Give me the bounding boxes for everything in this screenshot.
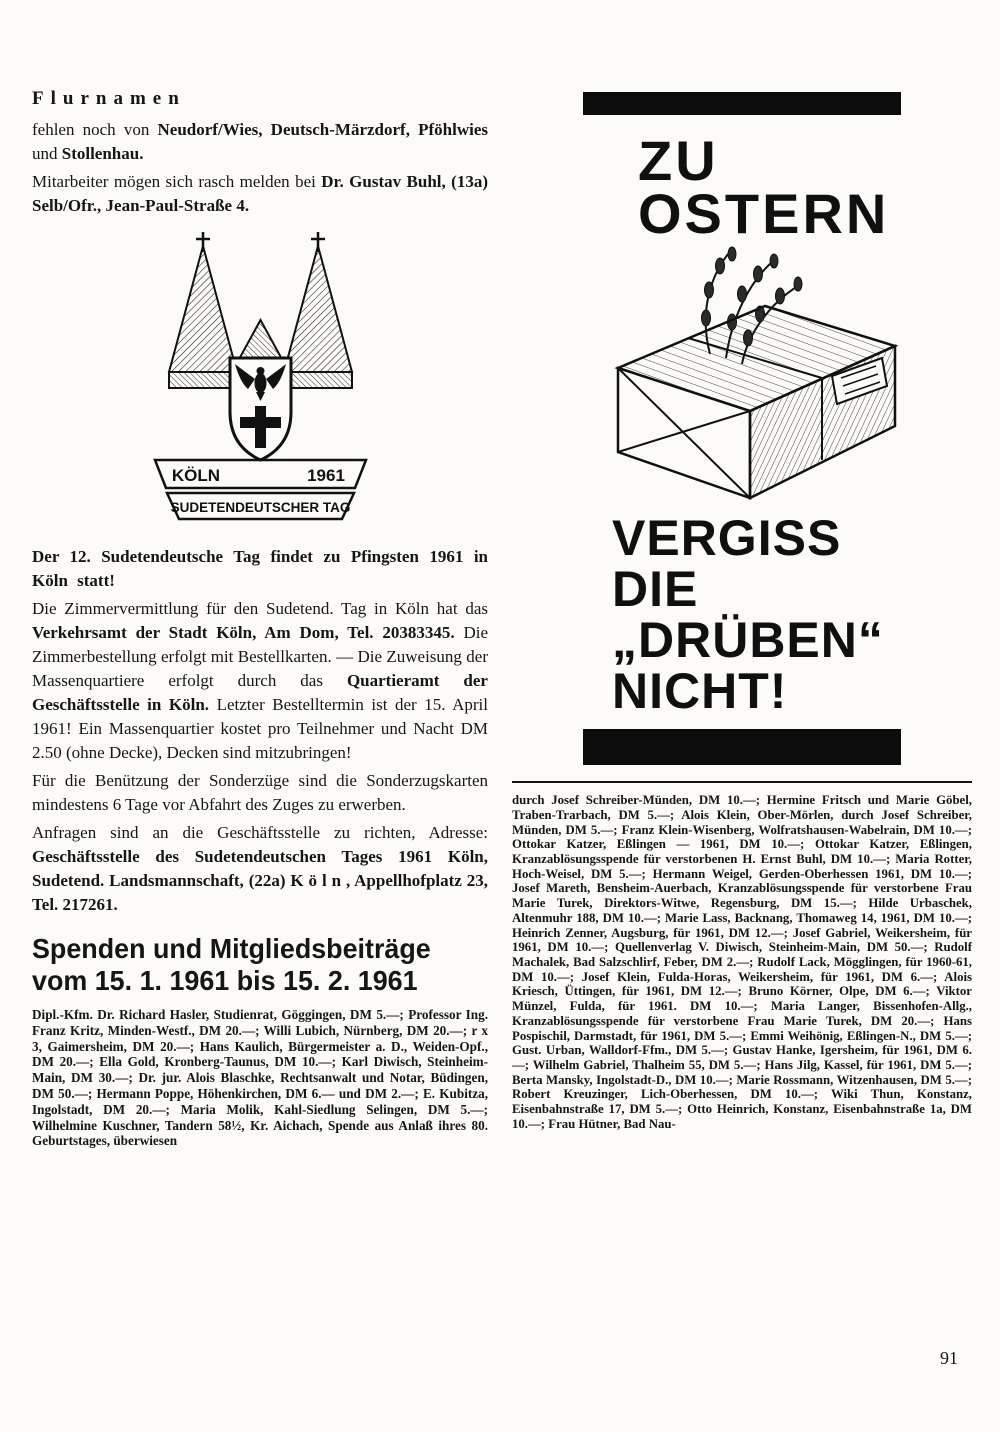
left-spire-icon bbox=[169, 246, 237, 372]
slogan-line-nicht: NICHT! bbox=[612, 663, 788, 720]
tag-announcement-heading: Der 12. Sudetendeutsche Tag findet zu Pfingsten 1961 in Köln statt! bbox=[32, 547, 488, 590]
tag-paragraph-1: Die Zimmervermittlung für den Sudetend. Tag in Köln hat das Verkehrsamt der Stadt Köln, Am Dom, Tel. 20383345. Die Zimmerbestellung erfolgt mit Bestellkarten. — Die Zuweisung der Massenquartiere erfolgt durch das Quartieramt der Geschäftsstelle in Köln. Letzter Bestelltermin ist der 15. April 1961! Ein Massenquartier kostet pro Teilnehmer und Nacht DM 2.50 (ohne Decke), Decken sind mitzubringen! bbox=[32, 599, 489, 762]
right-column bbox=[512, 92, 972, 1131]
ad-slogan bbox=[512, 510, 972, 720]
parcel-box-icon bbox=[618, 306, 895, 498]
donations-text-right: durch Josef Schreiber-Münden, DM 10.—; Hermine Fritsch und Marie Göbel, Traben-Trarbach, DM 5.—; Alois Klein, Ober-Mörlen, durch Josef Schreiber, Münden, DM 5.—; Franz Klein-Wisenberg, Wolfratshausen-Wabelrain, DM 10.—; Ottokar Katzer, Eßlingen — 1961, DM 10.—; Ottokar Katzer, Eßlingen, Kranzablösungsspende für verstorbenen H. Ernst Buhl, DM 10.—; Maria Rotter, Hoch-Weisel, DM 5.—; Hermann Weigel, Gerden-Oberhessen 1961, DM 10.—; Josef Mareth, Bensheim-Auerbach, Kranzablösungsspende für verstorbene Frau Marie Turek, Direktors-Witwe, Regensburg, DM 15.—; Hilde Urbaschek, Altenmuhr 188, DM 10.—; Marie Lass, Backnang, Thomaweg 14, 1961, DM 10.—; Heinrich Zenner, Augsburg, für 1961, DM 12.—; Josef Gabriel, Weikersheim, für 1961, DM 10.—; Quellenverlag V. Diwisch, Steinheim-Main, DM 50.—; Rudolf Machalek, Bad Salzschlirf, Feber, DM 2.—; Rudolf Lack, Mögglingen, für 1960-61, DM 10.—; Josef Klein, Fulda-Horas, Weikersheim, für 1961, DM 6.—; Alois Kriesch, Üttingen, für 1961, DM 12.—; Bruno Körner, Olpe, DM 6.—; Viktor Münzel, Fulda, für 1961. DM 10.—; Maria Langer, Bissenhofen-Allg., Kranzablösungsspende für verstorbene Frau Marie Turek, DM 20.—; Hans Pospischil, Darmstadt, für 1961, DM 5.—; Emmi Weihönig, Eßlingen-N., DM 5.—; Gust. Urban, Walldorf-Ffm., DM 5.—; Gustav Hanke, Igersheim, für 1961, DM 6.—; Wilhelm Gabriel, Thalheim 55, DM 5.—; Hans Jilg, Kassel, für 1961, DM 5.—; Berta Mansky, Ingolstadt-D., DM 10.—; Marie Rossmann, Witzenhausen, DM 5.—; Robert Kreuzinger, Lich-Oberhessen, DM 10.—; Wiki Thun, Konstanz, Eisenbahnstraße 17, DM 5.—; Otto Heinrich, Konstanz, Eisenbahnstraße 1a, DM 10.—; Frau Hütner, Bad Nau- bbox=[512, 793, 972, 1131]
shield-cross-horizontal-icon bbox=[240, 417, 281, 428]
ad-bottom-bar bbox=[583, 729, 901, 765]
page-number: 91 bbox=[940, 1348, 958, 1368]
sudetendeutscher-tag-emblem-icon bbox=[143, 230, 378, 530]
ad-line-ostern: OSTERN bbox=[638, 181, 890, 245]
right-spire-icon bbox=[284, 246, 352, 372]
left-column bbox=[32, 88, 488, 1149]
emblem-banner-label: SUDETENDEUTSCHER TAG bbox=[170, 500, 350, 515]
spire-crosses-icon bbox=[196, 232, 325, 252]
slogan-line-vergiss: VERGISS bbox=[612, 510, 842, 567]
spenden-heading bbox=[32, 933, 470, 997]
spenden-heading-line-1: Spenden und Mitgliedsbeiträge bbox=[32, 933, 431, 964]
ad-line-zu: ZU bbox=[638, 129, 719, 192]
ad-top-bar bbox=[583, 92, 901, 115]
column-divider-rule bbox=[512, 781, 972, 783]
slogan-line-drueben: „DRÜBEN“ bbox=[612, 612, 884, 669]
emblem-year-label: 1961 bbox=[306, 466, 345, 485]
koeln-emblem-illustration bbox=[32, 230, 488, 535]
flurnamen-paragraph-1: fehlen noch von Neudorf/Wies, Deutsch-Märzdorf, Pföhlwies und Stollenhau. bbox=[32, 120, 488, 163]
slogan-line-die: DIE bbox=[612, 561, 699, 618]
parcel-with-willow-icon bbox=[560, 246, 915, 508]
tag-paragraph-3: Anfragen sind an die Geschäftsstelle zu richten, Adresse: Geschäftsstelle des Sudetendeutschen Tages 1961 Köln, Sudetend. Landsmannschaft, (22a) K ö l n , Appellhofplatz 23, Tel. 217261. bbox=[32, 823, 488, 914]
emblem-city-label: KÖLN bbox=[171, 466, 220, 485]
flurnamen-heading: Flurnamen bbox=[32, 88, 186, 109]
flurnamen-paragraph-2: Mitarbeiter mögen sich rasch melden bei Dr. Gustav Buhl, (13a) Selb/Ofr., Jean-Paul-Straße 4. bbox=[32, 172, 489, 215]
donations-text-left: Dipl.-Kfm. Dr. Richard Hasler, Studienrat, Göggingen, DM 5.—; Professor Ing. Franz Kritz, Minden-Westf., DM 20.—; Willi Lubich, Nürnberg, DM 20.—; r x 3, Gaimersheim, DM 20.—; Hans Kaulich, Bürgermeister a. D., Weiden-Opf., DM 20.—; Ella Gold, Kronberg-Taunus, DM 10.—; Karl Diwisch, Steinheim-Main, DM 30.—; Dr. jur. Alois Blaschke, Rechtsanwalt und Notar, Büdingen, DM 50.—; Hermann Poppe, Höhenkirchen, DM 6.— und DM 2.—; E. Kubitza, Ingolstadt, DM 20.—; Maria Molik, Kahl-Siedlung Selingen, DM 5.—; Wilhelmine Kuschner, Tandern 58½, Kr. Aichach, Spende aus Anlaß ihres 80. Geburtstages, überwiesen bbox=[32, 1007, 488, 1149]
easter-parcel-illustration bbox=[560, 246, 972, 513]
tag-paragraph-2: Für die Benützung der Sonderzüge sind die Sonderzugskarten mindestens 6 Tage vor Abfahrt des Zuges zu erwerben. bbox=[32, 771, 488, 814]
spenden-heading-line-2: vom 15. 1. 1961 bis 15. 2. 1961 bbox=[32, 965, 418, 996]
